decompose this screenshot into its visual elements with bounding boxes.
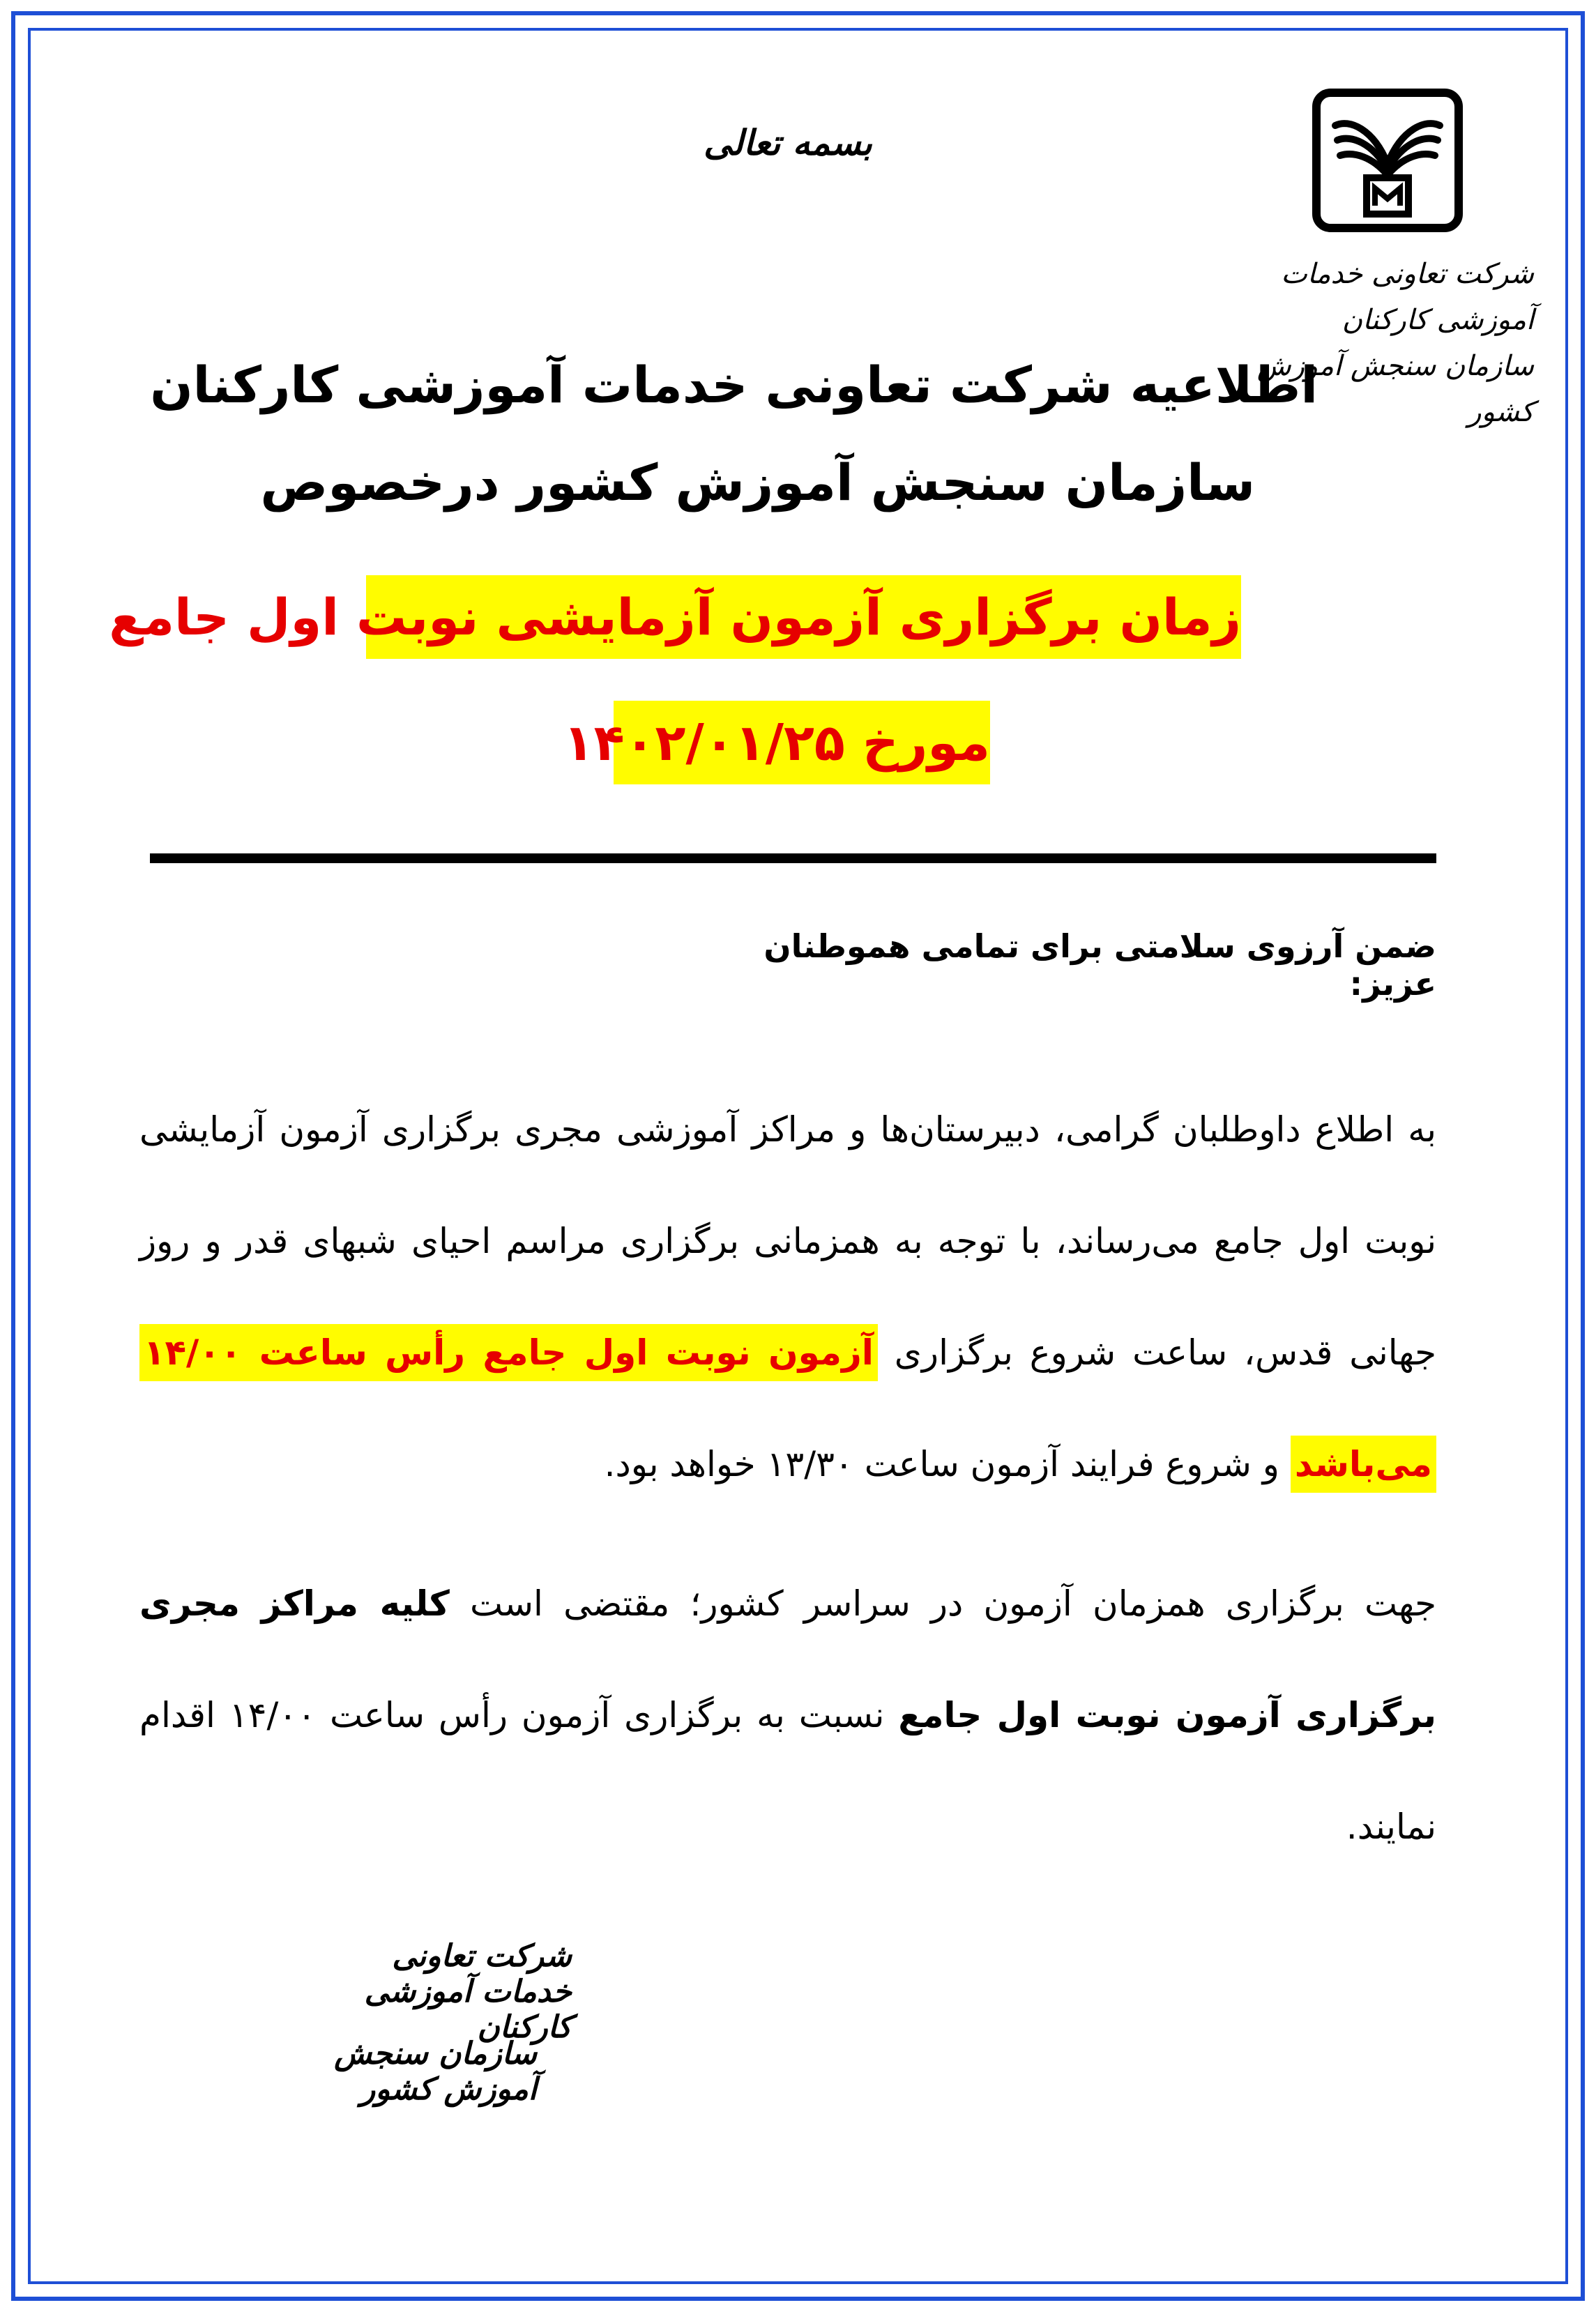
announcement-paragraph-2 <box>139 1548 1436 1883</box>
para2-bold-a: کلیه مراکز مجری برگزاری آزمون نوبت اول جامع <box>139 1583 1436 1735</box>
signature-line-1: شرکت تعاونی خدمات آموزشی کارکنان <box>364 1938 572 2045</box>
para2-text-b: نسبت به برگزاری آزمون رأس ساعت ۱۴/۰۰ اقدام نمایند. <box>139 1695 1436 1847</box>
para2-text-a: جهت برگزاری همزمان آزمون در سراسر کشور؛ مقتضی است <box>470 1583 1437 1624</box>
section-divider <box>150 853 1436 863</box>
title-date-highlight: مورخ ۱۴۰۲/۰۱/۲۵ <box>614 701 990 784</box>
para1-text-a: به اطلاع داوطلبان گرامی، دبیرستان‌ها و مراکز آموزشی مجری برگزاری آزمون آزمایشی نوبت اول جامع می‌رساند، با توجه به همزمانی برگزاری مراسم احیای شبهای قدر و روز جهانی قدس، ساعت شروع برگزاری <box>139 1109 1436 1373</box>
greeting: ضمن آرزوی سلامتی برای تمامی هموطنان عزیز: <box>763 927 1436 1003</box>
announcement-paragraph-1 <box>139 1074 1436 1520</box>
para1-text-b: و شروع فرایند آزمون ساعت ۱۳/۳۰ خواهد بود. <box>604 1444 1279 1484</box>
book-emblem-icon <box>1311 87 1464 234</box>
title-line-3-highlight: زمان برگزاری آزمون آزمایشی نوبت اول جامع <box>366 575 1241 659</box>
signature-line-2: سازمان سنجش آموزش کشور <box>334 2036 537 2107</box>
basmala: بسمه تعالی <box>704 122 872 163</box>
logo-caption-line1: شرکت تعاونی خدمات آموزشی کارکنان <box>1281 258 1534 336</box>
logo-caption-line2: سازمان سنجش آموزش کشور <box>1256 350 1534 428</box>
para1-highlight-a: آزمون نوبت اول جامع رأس ساعت ۱۴/۰۰ <box>139 1324 878 1381</box>
title-line-1: اطلاعیه شرکت تعاونی خدمات آموزشی کارکنان <box>150 356 1318 414</box>
para1-highlight-b: می‌باشد <box>1291 1436 1436 1493</box>
title-line-2: سازمان سنجش آموزش کشور درخصوص <box>260 453 1255 512</box>
